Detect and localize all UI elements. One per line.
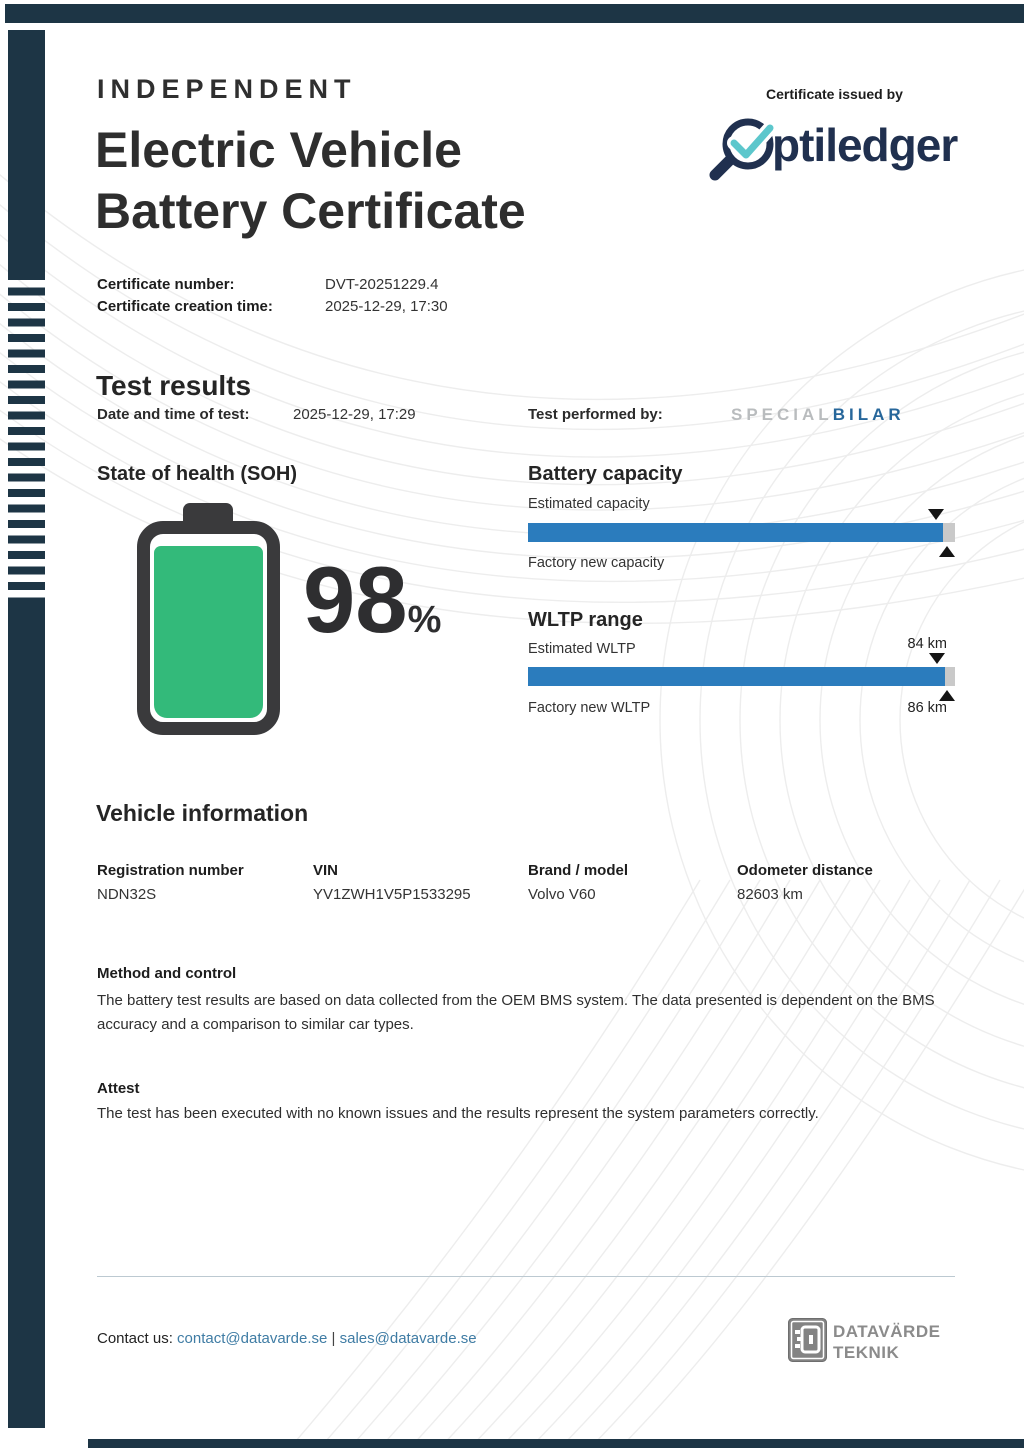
datavarde-teknik-logo-icon	[788, 1318, 827, 1367]
soh-heading: State of health (SOH)	[97, 463, 298, 485]
contact-email-link[interactable]: contact@datavarde.se	[177, 1330, 328, 1347]
registration-number-label: Registration number	[97, 862, 244, 879]
bottom-border-bar	[88, 1439, 1024, 1448]
estimated-wltp-value: 84 km	[907, 636, 947, 652]
estimated-capacity-label: Estimated capacity	[528, 496, 650, 512]
magnifier-check-icon	[708, 106, 958, 186]
wltp-bar-fill	[528, 667, 945, 686]
battery-fill-level	[154, 546, 263, 718]
datavarde-line2: TEKNIK	[833, 1343, 900, 1362]
left-border-bar-bottom	[8, 598, 45, 1428]
certificate-creation-label: Certificate creation time:	[97, 298, 273, 315]
test-performed-by-label: Test performed by:	[528, 406, 663, 423]
page-title-line1: Electric Vehicle	[95, 122, 462, 178]
brand-model-value: Volvo V60	[528, 886, 596, 903]
page-title	[95, 120, 526, 242]
test-results-heading: Test results	[96, 370, 252, 401]
certificate-number-value: DVT-20251229.4	[325, 276, 439, 293]
method-text: The battery test results are based on data collected from the OEM BMS system. The data presented is dependent on the BMS accuracy and a comparison to similar car types.	[97, 992, 935, 1033]
wltp-bar	[528, 667, 955, 686]
battery-cap	[183, 503, 233, 521]
certificate-number-label: Certificate number:	[97, 276, 235, 293]
vehicle-information-heading: Vehicle information	[96, 800, 309, 826]
soh-unit: %	[407, 599, 442, 641]
odometer-value: 82603 km	[737, 886, 803, 903]
battery-icon	[137, 503, 280, 735]
battery-capacity-heading: Battery capacity	[528, 463, 683, 485]
left-border-barcode-stripes	[8, 272, 45, 598]
test-date-value: 2025-12-29, 17:29	[293, 406, 416, 423]
vin-value: YV1ZWH1V5P1533295	[313, 886, 471, 903]
specialbilar-logo	[731, 405, 905, 425]
specialbilar-logo-part2: BILAR	[832, 405, 905, 424]
soh-number: 98	[303, 547, 408, 652]
contact-label: Contact us:	[97, 1330, 173, 1347]
battery-capacity-bar-fill	[528, 523, 943, 542]
contact-line	[97, 1330, 477, 1347]
issuer-logo-text: ptiledger	[772, 119, 958, 171]
odometer-label: Odometer distance	[737, 862, 873, 879]
vin-label: VIN	[313, 862, 339, 879]
email-separator: |	[331, 1330, 336, 1347]
attest-text: The test has been executed with no known issues and the results represent the system parameters correctly.	[97, 1105, 819, 1122]
sales-email-link[interactable]: sales@datavarde.se	[339, 1330, 477, 1347]
battery-body	[137, 521, 280, 735]
top-border-bar	[5, 4, 1024, 23]
battery-capacity-bar	[528, 523, 955, 542]
datavarde-teknik-logo-text	[833, 1321, 940, 1363]
factory-capacity-marker-up-icon	[939, 546, 955, 557]
brand-model-label: Brand / model	[528, 862, 629, 879]
soh-value	[303, 547, 442, 652]
test-date-label: Date and time of test:	[97, 406, 250, 423]
issued-by-label: Certificate issued by	[766, 86, 903, 102]
specialbilar-logo-part1: SPECIAL	[731, 405, 833, 424]
eyebrow-independent: INDEPENDENT	[97, 74, 357, 104]
optiledger-logo	[708, 106, 958, 191]
wltp-heading: WLTP range	[528, 609, 643, 631]
method-heading: Method and control	[97, 965, 237, 982]
factory-capacity-label: Factory new capacity	[528, 555, 665, 571]
estimated-capacity-marker-down-icon	[928, 509, 944, 520]
certificate-creation-value: 2025-12-29, 17:30	[325, 298, 448, 315]
datavarde-line1: DATAVÄRDE	[833, 1322, 941, 1341]
left-border-bar-top	[8, 30, 45, 272]
page-title-line2: Battery Certificate	[95, 183, 526, 239]
estimated-wltp-marker-down-icon	[929, 653, 945, 664]
footer-divider	[97, 1276, 955, 1277]
estimated-wltp-label: Estimated WLTP	[528, 641, 636, 657]
registration-number-value: NDN32S	[97, 886, 157, 903]
attest-heading: Attest	[97, 1080, 140, 1097]
factory-wltp-value: 86 km	[907, 700, 947, 716]
factory-wltp-label: Factory new WLTP	[528, 700, 651, 716]
